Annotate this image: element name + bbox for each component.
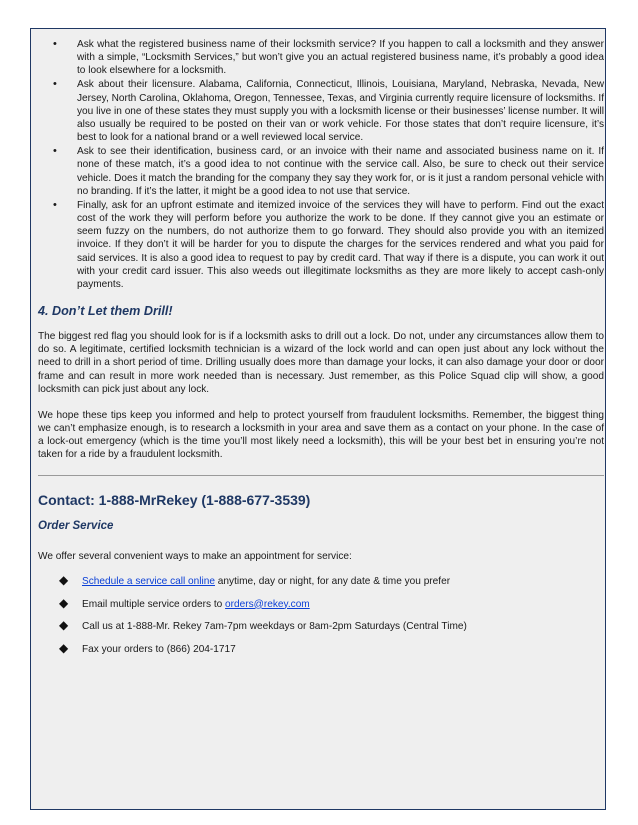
- diamond-bullet-icon: ◆: [59, 640, 69, 655]
- bullet-icon: •: [53, 38, 57, 50]
- list-item: • Ask about their licensure. Alabama, California, Connecticut, Illinois, Louisiana, Maryland, Nebraska, Nevada, New Jersey, North Carolina, Oklahoma, Oregon, Tennessee, Texas, and Virginia currently require licensure of locksmiths. If you live in one of these states they must supply you with a locksmith license or their businesses’ license number. It will also usually be required to be posted on their van or work vehicle. For those states that don’t require licensure, it’s best to look for a national brand or a well reviewed local service.: [53, 78, 604, 144]
- divider: [38, 475, 604, 476]
- tips-list: [38, 38, 604, 291]
- paragraph-drill: The biggest red flag you should look for is if a locksmith asks to drill out a lock. Do not, under any circumstances allow them to do so. A legitimate, certified locksmith technician is a wizard of the lock world and can open just about any lock without the need to drill in a short period of time. Drilling usually does more than damage your locks, it can also damage your door or door frame and can result in more work needed than is necessary. Just remember, as this Police Squad clip will show, a good locksmith can pick just about any lock.: [38, 331, 604, 395]
- page-content: [38, 38, 604, 665]
- bullet-icon: •: [53, 78, 57, 91]
- diamond-bullet-icon: ◆: [59, 618, 69, 633]
- diamond-bullet-icon: ◆: [59, 573, 69, 587]
- bullet-icon: •: [53, 198, 57, 211]
- email-orders-link[interactable]: orders@rekey.com: [225, 598, 310, 610]
- bullet-icon: •: [53, 145, 57, 158]
- order-service-heading: Order Service: [38, 519, 114, 532]
- list-item: ◆ Call us at 1-888-Mr. Rekey 7am-7pm weekdays or 8am-2pm Saturdays (Central Time): [59, 618, 467, 633]
- document-page: [30, 28, 606, 810]
- order-intro: We offer several convenient ways to make an appointment for service:: [38, 550, 352, 562]
- section-heading: 4. Don’t Let them Drill!: [38, 303, 173, 318]
- order-ways-list: [38, 575, 604, 665]
- paragraph-closing: We hope these tips keep you informed and help to protect yourself from fraudulent locksmiths. Remember, the biggest thing we can’t emphasize enough, is to research a locksmith in your area and save them as a contact on your phone. In the case of a lock-out emergency (which is the time you’ll most likely need a locksmith), this will be your best bet in ensuring you’re not taken for a ride by a fraudulent locksmith.: [38, 409, 604, 461]
- diamond-bullet-icon: ◆: [59, 595, 69, 610]
- schedule-online-link[interactable]: Schedule a service call online: [82, 576, 215, 587]
- contact-heading: Contact: 1-888-MrRekey (1-888-677-3539): [38, 491, 311, 508]
- list-item: ◆ Schedule a service call online anytime, day or night, for any date & time you prefer: [59, 573, 451, 587]
- list-item: • Ask what the registered business name of their locksmith service? If you happen to call a locksmith and they answer with a simple, “Locksmith Services,” but won’t give you an actual registered business name, it’s probably a good idea to look elsewhere for a locksmith.: [53, 38, 604, 77]
- list-item: ◆ Email multiple service orders to orders@rekey.com: [59, 595, 310, 610]
- list-item: • Ask to see their identification, business card, or an invoice with their name and associated business name on it. If none of these match, it’s a good idea to not continue with the service call. Also, be sure to check out their service vehicle. Does it match the branding for the company they say they work for, or is it just a random personal vehicle with no branding. If it’s the latter, it might be a good idea to not use that service.: [53, 145, 604, 197]
- list-item: • Finally, ask for an upfront estimate and itemized invoice of the services they will have to perform. Find out the exact cost of the work they will perform before you authorize the work to be done. If they cannot give you an estimate or seem fuzzy on the numbers, do not authorize them to go forward. They should also provide you with an itemized invoice. If they don’t it will be harder for you to dispute the charges for the services rendered and what you paid for said services. It is also a good idea to request to pay by credit card. That way if there is a dispute, you can work it out with your credit card issuer. This also weeds out illegitimate locksmiths as they are more likely to accept cash-only payments.: [53, 198, 604, 290]
- list-item: ◆ Fax your orders to (866) 204-1717: [59, 640, 236, 655]
